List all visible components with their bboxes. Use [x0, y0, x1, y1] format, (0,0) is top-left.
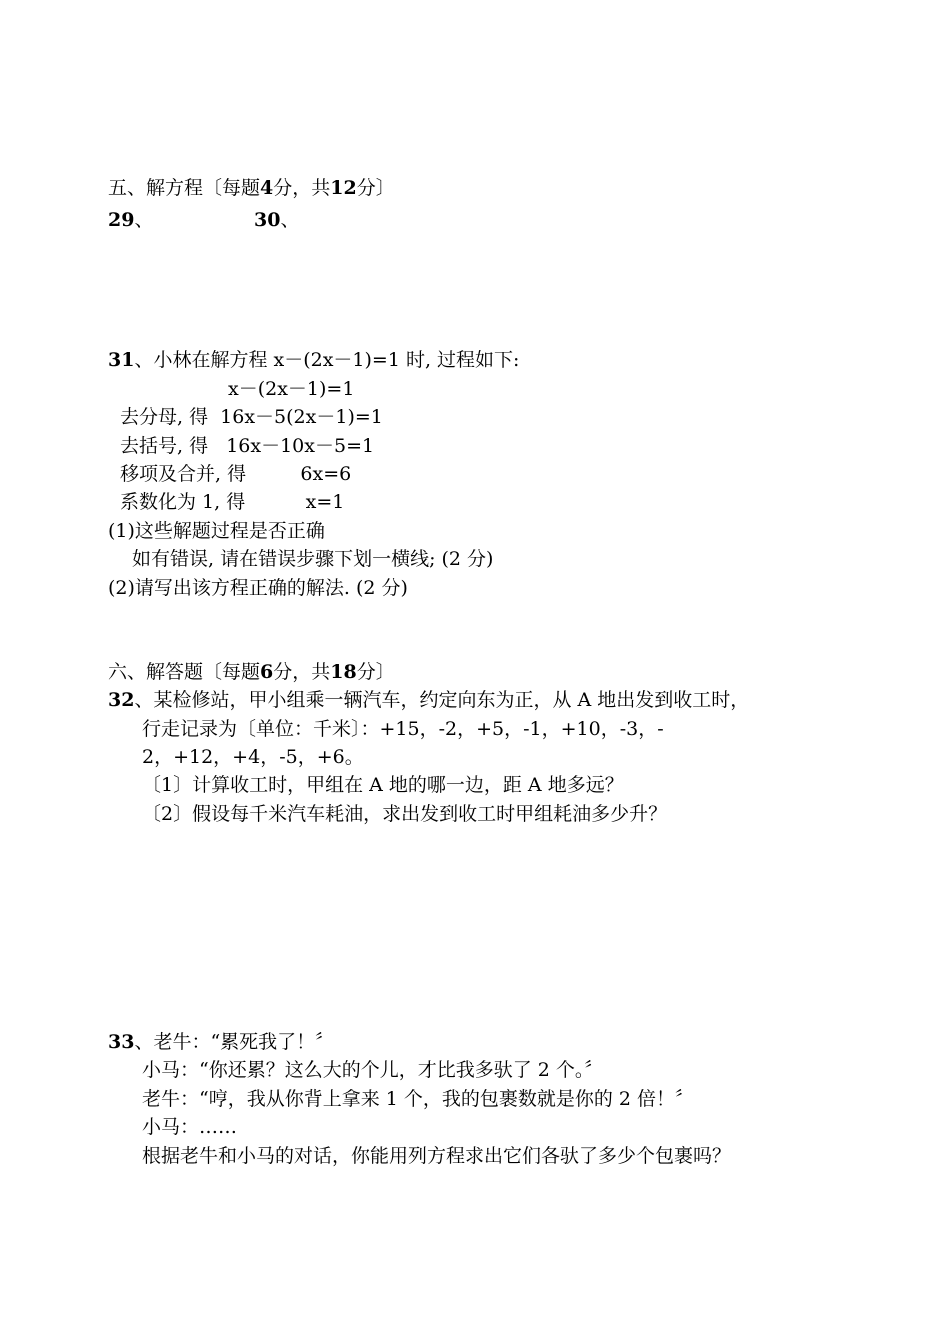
question-32-line-1: 32、某检修站，甲小组乘一辆汽车，约定向东为正，从 A 地出发到收工时，: [108, 689, 750, 711]
question-33-line-2: 小马：“你还累？这么大的个儿，才比我多驮了 2 个。〞: [142, 1059, 604, 1081]
question-32-sub-1: 〔1〕计算收工时，甲组在 A 地的哪一边，距 A 地多远？: [142, 774, 624, 796]
q31-part-1-instruction: 如有错误, 请在错误步骤下划一横线; (2 分): [132, 548, 494, 570]
question-29-label: 29、: [108, 209, 154, 231]
question-33-line-1: 33、老牛：“累死我了！〞: [108, 1031, 335, 1053]
q31-step-brackets: 去括号, 得 16x－10x－5=1: [120, 435, 375, 457]
q31-part-2: (2)请写出该方程正确的解法. (2 分): [108, 577, 408, 599]
question-33-line-3: 老牛：“哼，我从你背上拿来 1 个，我的包裹数就是你的 2 倍！〞: [142, 1088, 695, 1110]
question-30-label: 30、: [254, 209, 300, 231]
q31-step-original: x－(2x－1)=1: [228, 378, 355, 400]
question-32-sub-2: 〔2〕假设每千米汽车耗油，求出发到收工时甲组耗油多少升？: [142, 803, 668, 825]
q31-step-denominator: 去分母, 得 16x－5(2x－1)=1: [120, 406, 383, 428]
section-6-title: 六、解答题〔每题6分，共18分〕: [108, 661, 395, 683]
question-31-intro: 31、小林在解方程 x－(2x－1)=1 时, 过程如下:: [108, 349, 520, 371]
question-33-line-5: 根据老牛和小马的对话，你能用列方程求出它们各驮了多少个包裹吗？: [142, 1145, 732, 1167]
q31-step-combine: 移项及合并, 得 6x=6: [120, 463, 352, 485]
q31-part-1: (1)这些解题过程是否正确: [108, 520, 325, 542]
question-32-line-3: 2，+12，+4，-5，+6。: [142, 746, 364, 768]
q31-step-coefficient: 系数化为 1, 得 x=1: [120, 491, 345, 513]
question-32-line-2: 行走记录为〔单位：千米〕：+15，-2，+5，-1，+10，-3，-: [142, 718, 664, 740]
section-5-title: 五、解方程〔每题4分，共12分〕: [108, 177, 395, 199]
question-33-line-4: 小马：……: [142, 1116, 238, 1138]
